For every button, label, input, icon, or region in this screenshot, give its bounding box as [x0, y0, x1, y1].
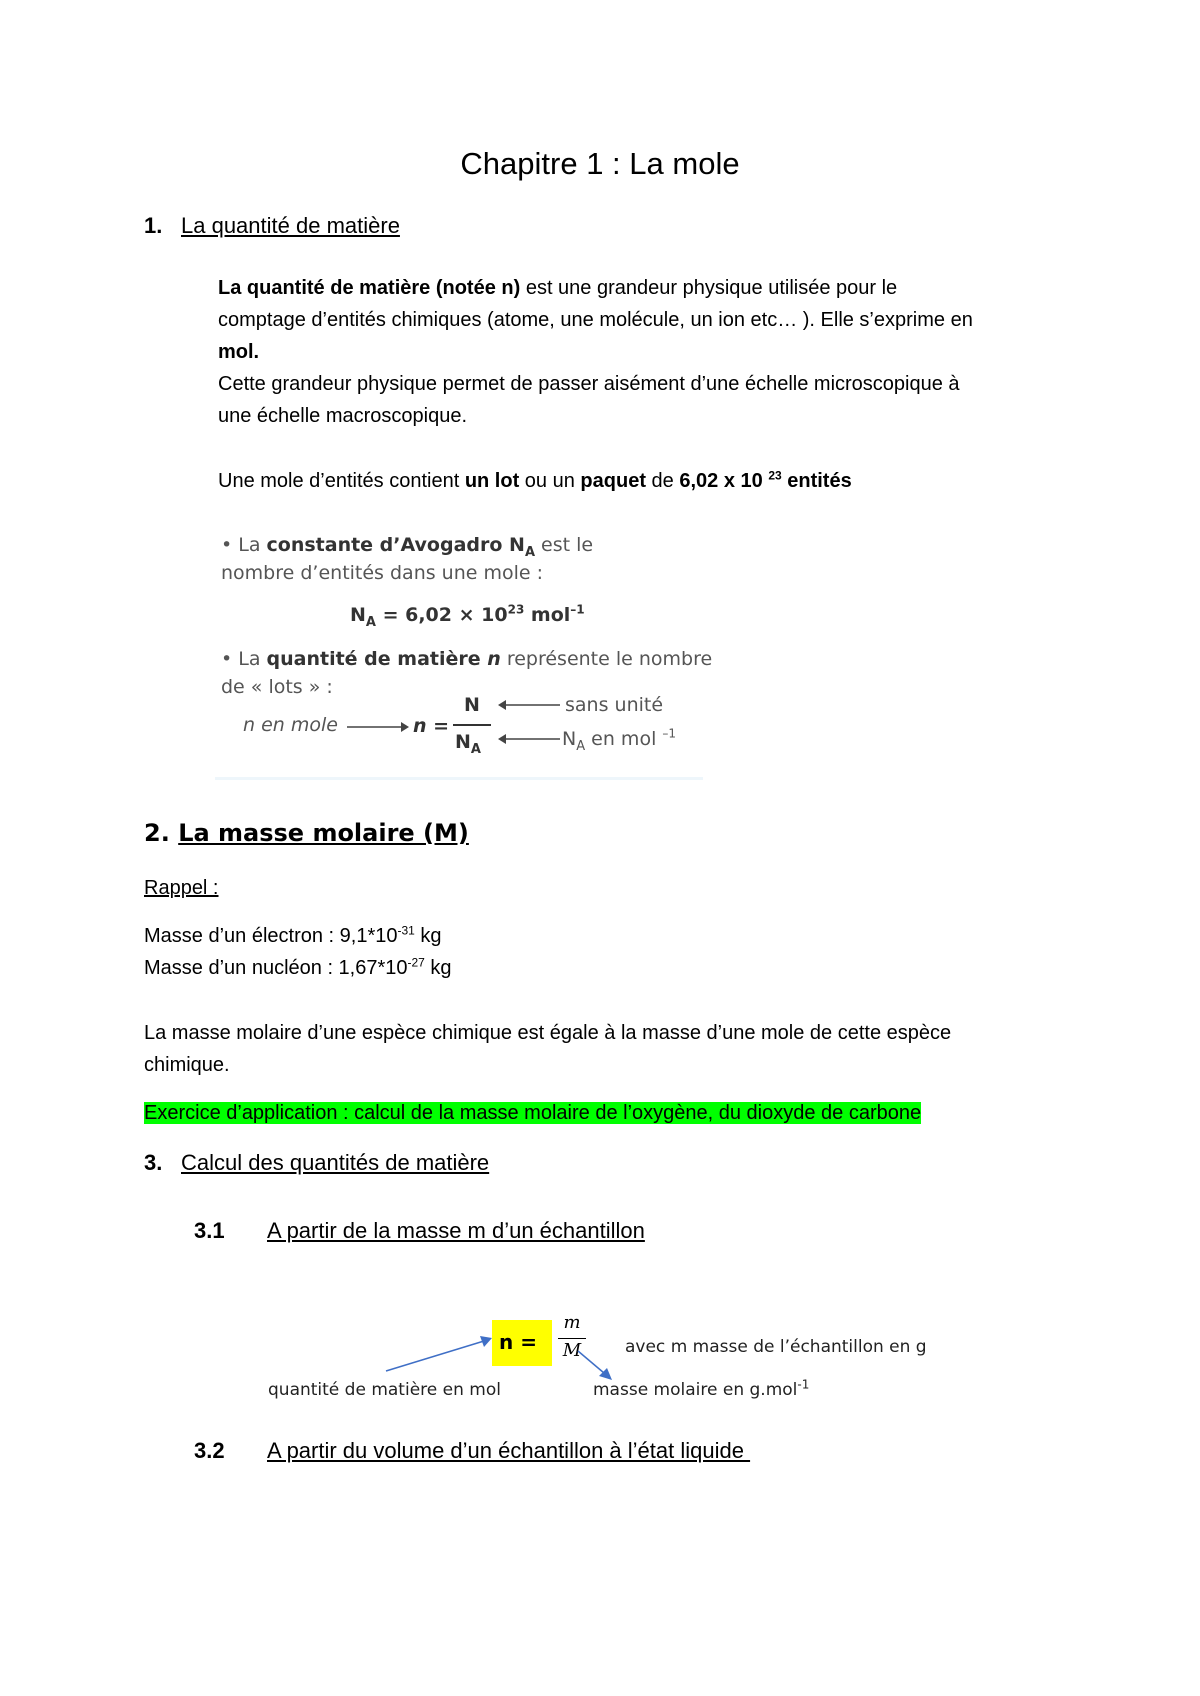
eq-lhs-sub: A [365, 614, 376, 630]
fig-frac-den [455, 731, 481, 757]
section-1-heading [144, 213, 400, 239]
exercise-line [144, 1097, 921, 1129]
fig-b1-a: • La [221, 534, 267, 556]
fig-b2-b: quantité de matière [266, 648, 488, 670]
section-3-title: Calcul des quantités de matière [181, 1150, 490, 1175]
page-title: Chapitre 1 : La mole [460, 146, 740, 181]
fig-bullet-1-line2: nombre d’entités dans une mole : [221, 562, 544, 584]
subsection-3-2-heading [194, 1438, 750, 1464]
fig-left-label: n en mole [243, 714, 338, 736]
subsection-3-1-number: 3.1 [194, 1218, 225, 1243]
fig-arrow-left-bottom [498, 732, 560, 746]
fig-bullet-2-line2: de « lots » : [221, 676, 333, 698]
s1-p1-bold: La quantité de matière (notée n) [218, 277, 521, 299]
s1-p3-b: un lot [464, 470, 520, 492]
fig-b2-a: • La [221, 648, 267, 670]
note-bottom-exp: -1 [797, 1377, 810, 1392]
electron-exp: -31 [397, 923, 415, 938]
note-left: quantité de matière en mol [268, 1380, 501, 1400]
section-2-heading [144, 819, 469, 847]
s1-p3-e: de [645, 470, 680, 492]
fig-frac-num: N [464, 694, 480, 716]
rappel-label: Rappel : [144, 877, 219, 899]
def-line2: chimique. [144, 1054, 230, 1076]
subsection-3-1-title: A partir de la masse m d’un échantillon [267, 1218, 645, 1243]
fig-rb-b: en mol [585, 728, 663, 750]
note-right: avec m masse de l’échantillon en g [625, 1337, 927, 1357]
annotation-arrows [380, 1325, 640, 1385]
fig-b2-c: représente le nombre [500, 648, 713, 670]
fig-b1-sub: A [524, 544, 535, 560]
fig-frac-bar [453, 724, 491, 726]
s1-p3-d: paquet [580, 470, 646, 492]
section-3-heading [144, 1150, 489, 1176]
fig-right-top: sans unité [565, 694, 664, 716]
fig-bullet-2 [221, 648, 712, 670]
fig-b1-c: est le [535, 534, 594, 556]
fig-rb-exp: –1 [662, 726, 677, 741]
fig-bottom-edge [215, 777, 703, 780]
electron-b: kg [414, 925, 442, 947]
fig-b1-b: constante d’Avogadro N [266, 534, 525, 556]
section-1-title: La quantité de matière [181, 213, 400, 238]
s1-p3-exp: 23 [768, 468, 782, 483]
s1-p2-line2: une échelle macroscopique. [218, 405, 468, 427]
fig-arrow-left-top [498, 698, 560, 712]
fig-right-bottom [562, 726, 677, 754]
fig-b2-n: n [487, 648, 501, 670]
fig-rb-sub: A [576, 738, 586, 754]
formula-denominator: M [562, 1340, 582, 1361]
def-line1: La masse molaire d’une espèce chimique est égale à la masse d’une mole de cette espèce [144, 1022, 952, 1044]
section-3-number: 3. [144, 1150, 163, 1175]
section-2-number: 2. [144, 819, 170, 847]
subsection-3-2-title: A partir du volume d’un échantillon à l’état liquide [267, 1438, 751, 1463]
subsection-3-2-number: 3.2 [194, 1438, 225, 1463]
nucleon-a: Masse d’un nucléon : 1,67*10 [144, 957, 408, 979]
s1-p3-a: Une mole d’entités contient [218, 470, 465, 492]
fig-den-sub: A [470, 741, 481, 757]
exercise-highlight: Exercice d’application : calcul de la masse molaire de l’oxygène, du dioxyde de carbone [144, 1102, 922, 1124]
formula-numerator: m [563, 1312, 581, 1333]
fig-n-equals: n = [413, 715, 450, 737]
molar-mass-definition [144, 1017, 951, 1081]
s1-mole-definition [218, 465, 852, 497]
s1-p2-line1: Cette grandeur physique permet de passer aisément d’une échelle microscopique à [218, 373, 960, 395]
section-2-title: La masse molaire (M) [178, 819, 469, 847]
s1-p1-line3: mol. [218, 341, 260, 363]
subsection-3-1-heading [194, 1218, 645, 1244]
fig-bullet-1 [221, 534, 594, 560]
eq-unit-exp: –1 [570, 602, 585, 617]
section-1-number: 1. [144, 213, 163, 238]
s1-p3-g: entités [781, 470, 852, 492]
fig-rb-a: N [562, 728, 577, 750]
avogadro-equation [350, 602, 585, 630]
s1-p1-rest: est une grandeur physique utilisée pour le [520, 277, 898, 299]
avogadro-figure [215, 518, 713, 780]
formula-lhs: n = [499, 1330, 537, 1354]
s1-paragraph-1 [218, 272, 973, 432]
eq-mid: = 6,02 × 10 [375, 604, 508, 626]
s1-p3-c: ou un [519, 470, 581, 492]
eq-lhs: N [350, 604, 366, 626]
arrow-to-n [386, 1341, 484, 1371]
eq-unit: mol [524, 604, 571, 626]
eq-exp: 23 [507, 602, 525, 617]
arrow-to-M [578, 1351, 604, 1373]
electron-a: Masse d’un électron : 9,1*10 [144, 925, 398, 947]
s1-p1-line2: comptage d’entités chimiques (atome, une molécule, un ion etc… ). Elle s’exprime en [218, 309, 973, 331]
note-bottom-a: masse molaire en g.mol [593, 1380, 798, 1400]
fig-arrow-right [347, 720, 409, 734]
rappel-values [144, 920, 452, 984]
nucleon-b: kg [424, 957, 452, 979]
nucleon-exp: -27 [407, 955, 425, 970]
fig-den-n: N [455, 731, 471, 753]
s1-p3-f: 6,02 x 10 [679, 470, 769, 492]
